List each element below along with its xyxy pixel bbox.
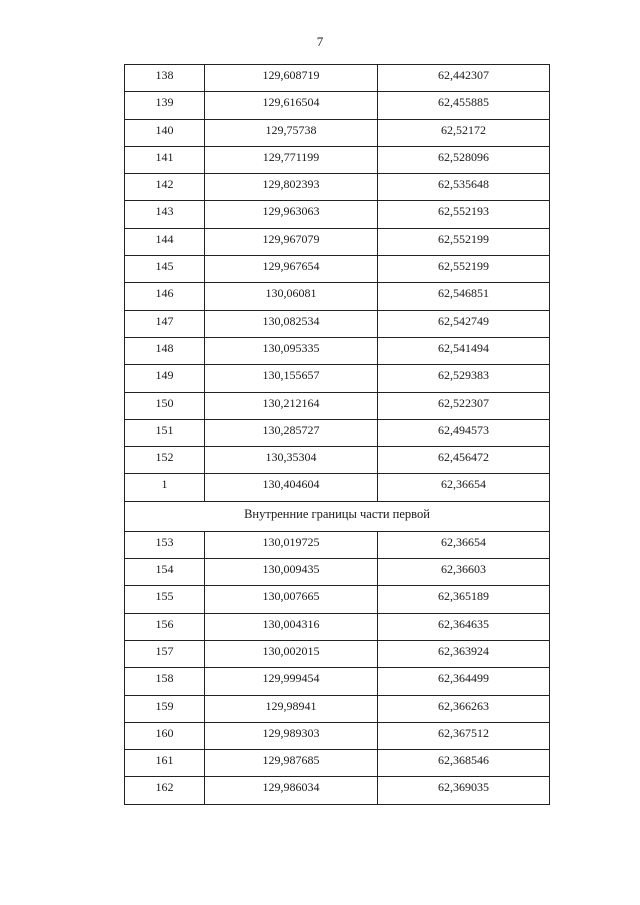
- table-row: [125, 119, 550, 146]
- x-coordinate-cell: 129,771199: [205, 146, 378, 173]
- point-number-cell: 146: [125, 283, 205, 310]
- x-coordinate-cell: 129,75738: [205, 119, 378, 146]
- x-coordinate-cell: 129,999454: [205, 668, 378, 695]
- point-number-cell: 154: [125, 559, 205, 586]
- point-number-cell: 143: [125, 201, 205, 228]
- y-coordinate-cell: 62,535648: [378, 174, 550, 201]
- table-row: [125, 668, 550, 695]
- y-coordinate-cell: 62,36603: [378, 559, 550, 586]
- coordinates-table-top-body: [125, 65, 550, 502]
- x-coordinate-cell: 130,019725: [205, 531, 378, 558]
- y-coordinate-cell: 62,36654: [378, 531, 550, 558]
- y-coordinate-cell: 62,36654: [378, 474, 550, 501]
- table-row: [125, 92, 550, 119]
- x-coordinate-cell: 129,963063: [205, 201, 378, 228]
- x-coordinate-cell: 129,616504: [205, 92, 378, 119]
- x-coordinate-cell: 130,004316: [205, 613, 378, 640]
- table-row: [125, 283, 550, 310]
- table-row: [125, 337, 550, 364]
- point-number-cell: 159: [125, 695, 205, 722]
- y-coordinate-cell: 62,364635: [378, 613, 550, 640]
- x-coordinate-cell: 130,007665: [205, 586, 378, 613]
- table-row: [125, 777, 550, 804]
- table-row: [125, 65, 550, 92]
- y-coordinate-cell: 62,455885: [378, 92, 550, 119]
- point-number-cell: 145: [125, 256, 205, 283]
- x-coordinate-cell: 129,967079: [205, 228, 378, 255]
- y-coordinate-cell: 62,552193: [378, 201, 550, 228]
- section-heading: Внутренние границы части первой: [125, 501, 550, 531]
- y-coordinate-cell: 62,528096: [378, 146, 550, 173]
- x-coordinate-cell: 129,986034: [205, 777, 378, 804]
- point-number-cell: 147: [125, 310, 205, 337]
- x-coordinate-cell: 130,095335: [205, 337, 378, 364]
- y-coordinate-cell: 62,363924: [378, 640, 550, 667]
- table-row: [125, 146, 550, 173]
- table-row: [125, 419, 550, 446]
- y-coordinate-cell: 62,494573: [378, 419, 550, 446]
- table-row: [125, 586, 550, 613]
- point-number-cell: 161: [125, 750, 205, 777]
- table-row: [125, 228, 550, 255]
- x-coordinate-cell: 130,002015: [205, 640, 378, 667]
- y-coordinate-cell: 62,442307: [378, 65, 550, 92]
- y-coordinate-cell: 62,366263: [378, 695, 550, 722]
- coordinates-table: [124, 64, 550, 805]
- point-number-cell: 160: [125, 722, 205, 749]
- point-number-cell: 144: [125, 228, 205, 255]
- y-coordinate-cell: 62,529383: [378, 365, 550, 392]
- table-row: [125, 201, 550, 228]
- section-heading-body: [125, 501, 550, 531]
- point-number-cell: 152: [125, 447, 205, 474]
- table-row: [125, 256, 550, 283]
- x-coordinate-cell: 129,989303: [205, 722, 378, 749]
- section-heading-row: [125, 501, 550, 531]
- point-number-cell: 142: [125, 174, 205, 201]
- point-number-cell: 140: [125, 119, 205, 146]
- table-row: [125, 310, 550, 337]
- y-coordinate-cell: 62,522307: [378, 392, 550, 419]
- x-coordinate-cell: 129,98941: [205, 695, 378, 722]
- table-row: [125, 392, 550, 419]
- x-coordinate-cell: 130,35304: [205, 447, 378, 474]
- table-row: [125, 365, 550, 392]
- y-coordinate-cell: 62,369035: [378, 777, 550, 804]
- x-coordinate-cell: 129,967654: [205, 256, 378, 283]
- x-coordinate-cell: 130,06081: [205, 283, 378, 310]
- x-coordinate-cell: 130,285727: [205, 419, 378, 446]
- table-row: [125, 750, 550, 777]
- point-number-cell: 139: [125, 92, 205, 119]
- table-row: [125, 531, 550, 558]
- y-coordinate-cell: 62,542749: [378, 310, 550, 337]
- y-coordinate-cell: 62,364499: [378, 668, 550, 695]
- point-number-cell: 158: [125, 668, 205, 695]
- point-number-cell: 150: [125, 392, 205, 419]
- x-coordinate-cell: 129,987685: [205, 750, 378, 777]
- y-coordinate-cell: 62,552199: [378, 256, 550, 283]
- point-number-cell: 149: [125, 365, 205, 392]
- x-coordinate-cell: 130,404604: [205, 474, 378, 501]
- point-number-cell: 148: [125, 337, 205, 364]
- point-number-cell: 153: [125, 531, 205, 558]
- x-coordinate-cell: 129,802393: [205, 174, 378, 201]
- y-coordinate-cell: 62,552199: [378, 228, 550, 255]
- table-row: [125, 174, 550, 201]
- table-row: [125, 447, 550, 474]
- point-number-cell: 141: [125, 146, 205, 173]
- x-coordinate-cell: 130,009435: [205, 559, 378, 586]
- point-number-cell: 156: [125, 613, 205, 640]
- table-row: [125, 559, 550, 586]
- y-coordinate-cell: 62,367512: [378, 722, 550, 749]
- x-coordinate-cell: 130,155657: [205, 365, 378, 392]
- point-number-cell: 138: [125, 65, 205, 92]
- page-number: 7: [316, 34, 324, 49]
- point-number-cell: 1: [125, 474, 205, 501]
- x-coordinate-cell: 129,608719: [205, 65, 378, 92]
- coordinates-table-bottom-body: [125, 531, 550, 804]
- y-coordinate-cell: 62,456472: [378, 447, 550, 474]
- point-number-cell: 155: [125, 586, 205, 613]
- table-row: [125, 722, 550, 749]
- y-coordinate-cell: 62,546851: [378, 283, 550, 310]
- y-coordinate-cell: 62,365189: [378, 586, 550, 613]
- point-number-cell: 151: [125, 419, 205, 446]
- x-coordinate-cell: 130,082534: [205, 310, 378, 337]
- point-number-cell: 157: [125, 640, 205, 667]
- point-number-cell: 162: [125, 777, 205, 804]
- x-coordinate-cell: 130,212164: [205, 392, 378, 419]
- y-coordinate-cell: 62,368546: [378, 750, 550, 777]
- table-row: [125, 695, 550, 722]
- table-row: [125, 474, 550, 501]
- table-row: [125, 613, 550, 640]
- y-coordinate-cell: 62,541494: [378, 337, 550, 364]
- table-row: [125, 640, 550, 667]
- y-coordinate-cell: 62,52172: [378, 119, 550, 146]
